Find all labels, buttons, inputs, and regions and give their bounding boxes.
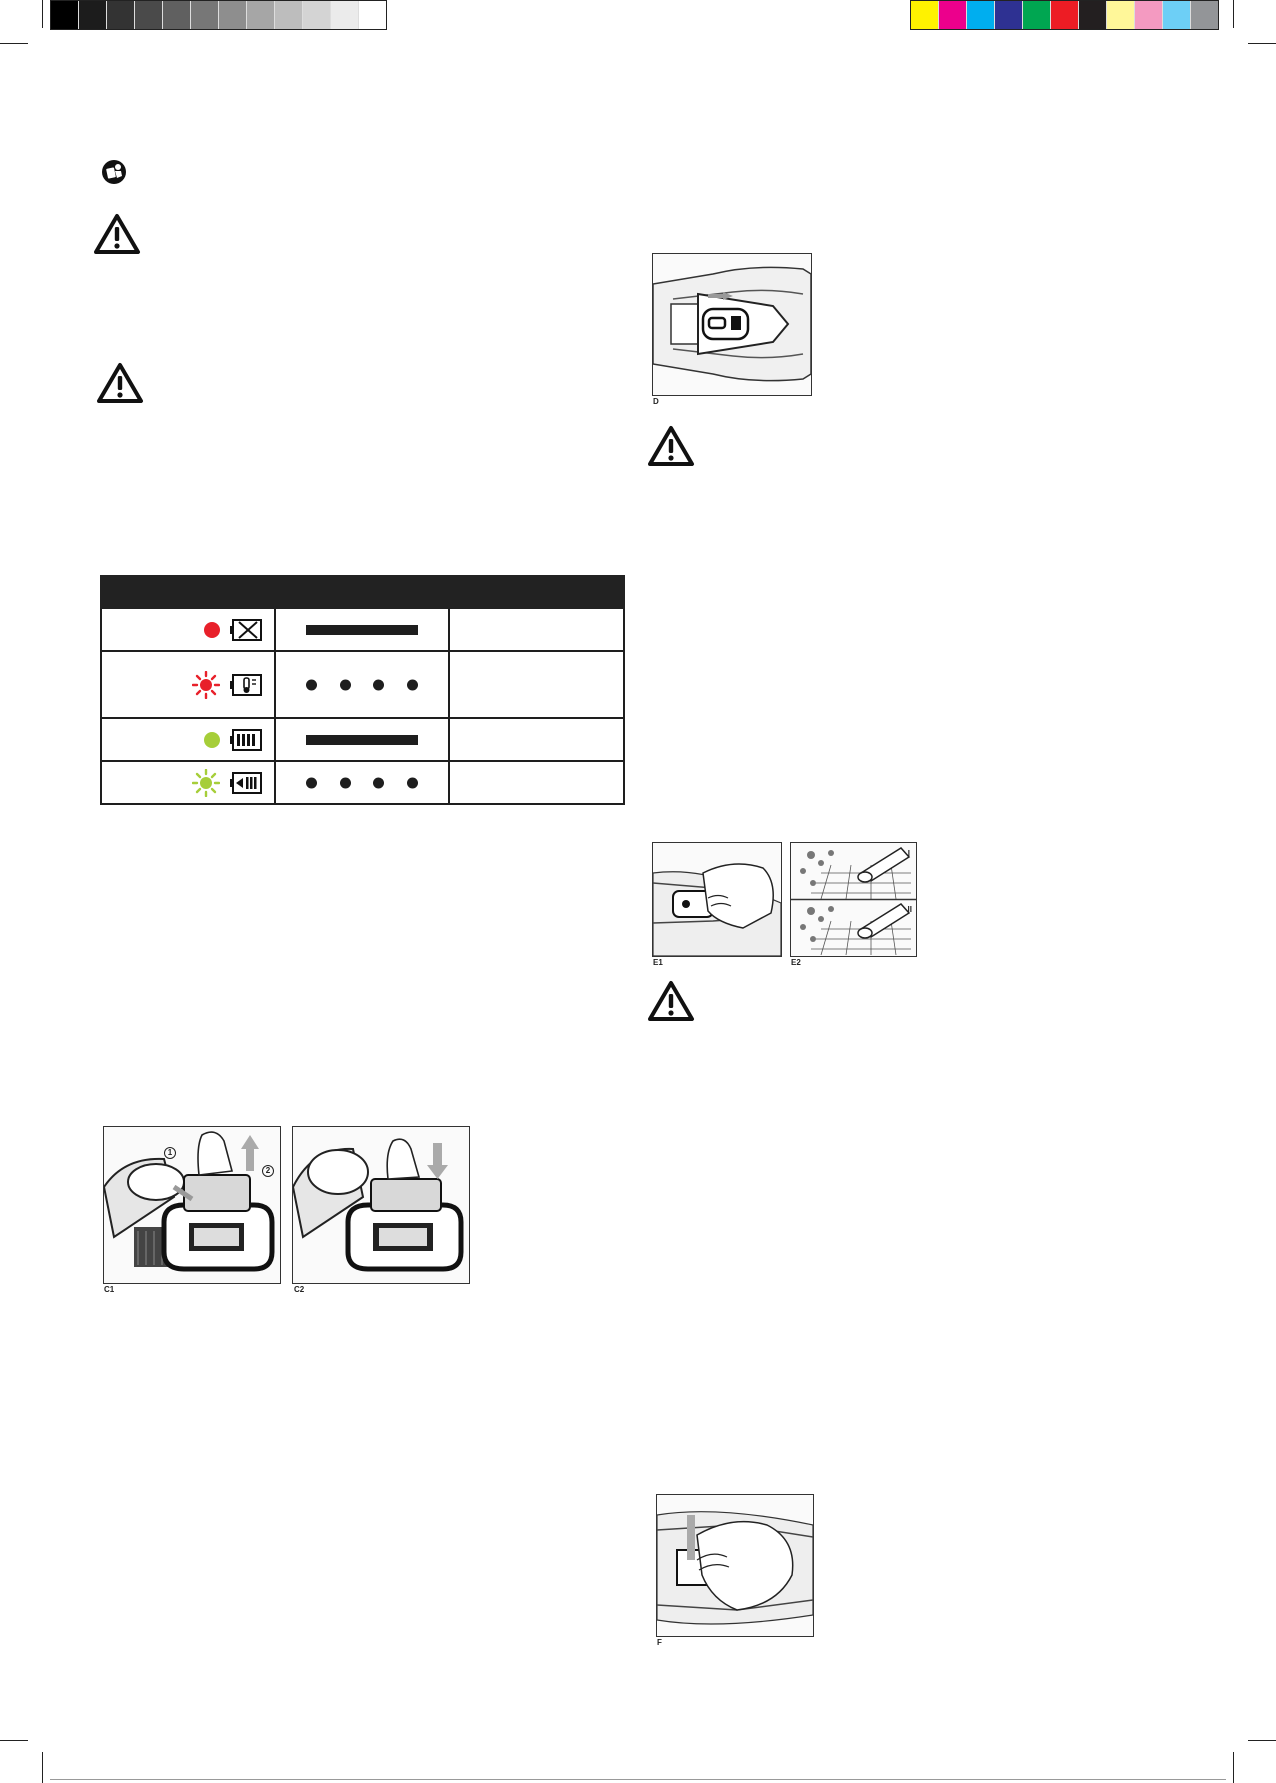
green-led-icon — [204, 732, 220, 748]
crop-mark — [0, 1740, 28, 1741]
blinking-light-pattern — [298, 679, 426, 690]
gray-swatch — [303, 1, 331, 29]
gray-swatch — [191, 1, 219, 29]
table-row — [101, 718, 624, 761]
figure-e2-vacuum-use — [790, 842, 917, 957]
gray-swatch — [275, 1, 303, 29]
figure-marker: 2 — [262, 1165, 274, 1177]
figure-label: F — [657, 1638, 662, 1647]
figure-label: E1 — [653, 958, 663, 967]
color-swatch — [1135, 1, 1163, 29]
color-swatch — [1107, 1, 1135, 29]
red-blinking-led-icon — [192, 671, 220, 699]
figure-label: C1 — [104, 1285, 115, 1294]
crop-mark — [0, 43, 28, 44]
color-swatch — [1051, 1, 1079, 29]
color-swatch — [967, 1, 995, 29]
battery-fault-icon — [230, 618, 264, 642]
continuous-light-pattern — [306, 735, 418, 745]
crop-mark — [1233, 1752, 1234, 1783]
color-swatch — [1163, 1, 1191, 29]
battery-temperature-icon — [230, 673, 264, 697]
gray-swatch — [247, 1, 275, 29]
figure-c1-remove-battery — [103, 1126, 281, 1284]
crop-mark — [1233, 0, 1234, 28]
figure-panel-label: II — [907, 905, 912, 914]
color-swatch — [1023, 1, 1051, 29]
gray-swatch — [79, 1, 107, 29]
red-led-icon — [204, 622, 220, 638]
page-bottom-rule — [50, 1779, 1226, 1780]
warning-triangle-icon — [647, 980, 695, 1022]
blinking-light-pattern — [298, 777, 426, 788]
figure-e1-hold-device — [652, 842, 782, 957]
grayscale-bar — [50, 0, 387, 30]
battery-charging-icon — [230, 771, 264, 795]
figure-label: E2 — [791, 958, 801, 967]
continuous-light-pattern — [306, 625, 418, 635]
table-row — [101, 608, 624, 651]
color-swatch — [939, 1, 967, 29]
crop-mark — [42, 0, 43, 28]
color-swatch — [995, 1, 1023, 29]
charging-indicator-table — [100, 575, 625, 805]
gray-swatch — [359, 1, 386, 29]
battery-full-icon — [230, 728, 264, 752]
read-manual-icon — [101, 159, 127, 190]
warning-triangle-icon — [93, 213, 141, 255]
figure-marker: 1 — [164, 1147, 176, 1159]
table-row — [101, 651, 624, 718]
crop-mark — [42, 1752, 43, 1783]
warning-triangle-icon — [647, 425, 695, 467]
warning-triangle-icon — [96, 362, 144, 404]
crop-mark — [1248, 43, 1276, 44]
figure-panel-label: I — [907, 849, 910, 858]
gray-swatch — [135, 1, 163, 29]
crop-mark — [1248, 1740, 1276, 1741]
figure-label: D — [653, 397, 659, 406]
gray-swatch — [107, 1, 135, 29]
color-swatch — [911, 1, 939, 29]
color-swatch — [1079, 1, 1107, 29]
table-row — [101, 761, 624, 804]
table-header — [101, 576, 624, 608]
figure-label: C2 — [294, 1285, 305, 1294]
gray-swatch — [219, 1, 247, 29]
gray-swatch — [163, 1, 191, 29]
figure-c2-insert-battery — [292, 1126, 470, 1284]
gray-swatch — [51, 1, 79, 29]
green-blinking-led-icon — [192, 769, 220, 797]
figure-f-release-button — [656, 1494, 814, 1637]
process-color-bar — [910, 0, 1219, 30]
color-swatch — [1191, 1, 1218, 29]
figure-d-power-switch — [652, 253, 812, 396]
gray-swatch — [331, 1, 359, 29]
